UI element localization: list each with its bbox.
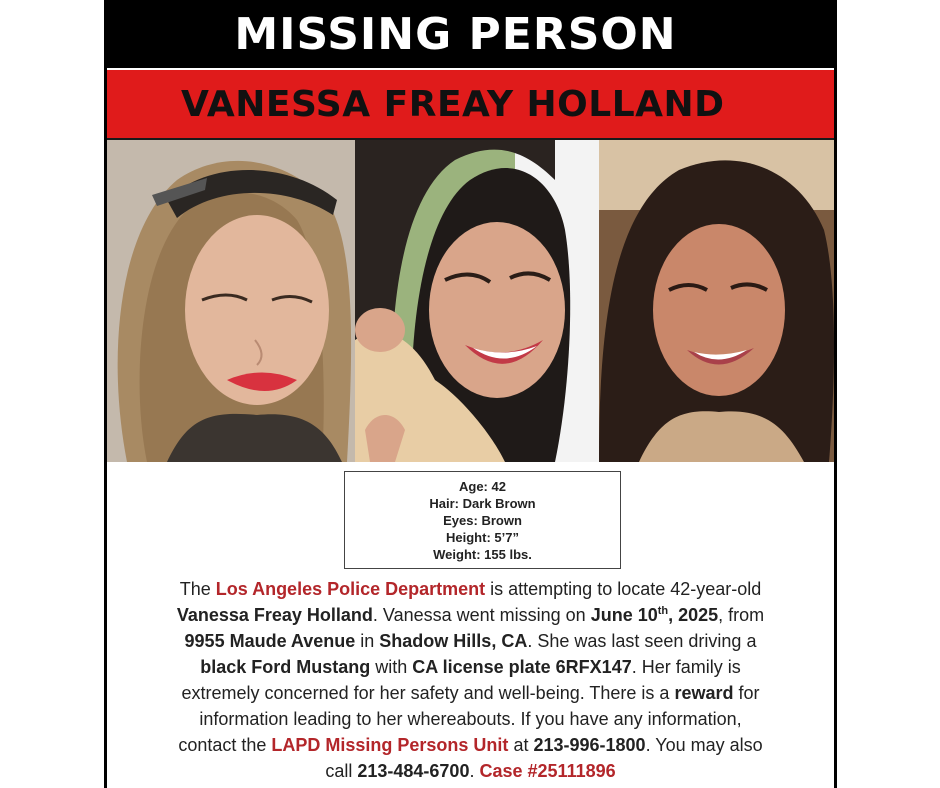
poster-title: MISSING PERSON — [234, 8, 677, 60]
phone-secondary: 213-484-6700 — [357, 761, 470, 781]
missing-person-poster — [104, 0, 837, 788]
hair-line: Hair: Dark Brown — [429, 495, 536, 511]
unit-name: LAPD Missing Persons Unit — [271, 735, 509, 755]
eyes-value: Brown — [481, 512, 522, 528]
address: 9955 Maude Avenue — [184, 631, 356, 651]
height-value: 5’7” — [494, 529, 519, 545]
agency-name: Los Angeles Police Department — [215, 579, 486, 599]
weight-value: 155 lbs. — [484, 546, 532, 562]
full-name: Vanessa Freay Holland — [176, 605, 373, 625]
reward: reward — [674, 683, 734, 703]
age-line: Age: 42 — [459, 478, 506, 494]
photo-3 — [599, 140, 834, 462]
person-name: VANESSA FREAY HOLLAND — [181, 83, 725, 125]
title-banner — [107, 0, 834, 68]
weight-line: Weight: 155 lbs. — [433, 546, 532, 562]
photo-strip — [107, 140, 834, 462]
license-plate: CA license plate 6RFX147 — [412, 657, 632, 677]
physical-description — [344, 471, 621, 569]
eyes-line: Eyes: Brown — [443, 512, 522, 528]
vehicle: black Ford Mustang — [200, 657, 371, 677]
phone-primary: 213-996-1800 — [533, 735, 646, 755]
case-number: Case #25111896 — [479, 761, 616, 781]
hair-value: Dark Brown — [462, 495, 536, 511]
missing-date: June 10th, 2025 — [590, 605, 719, 625]
age-value: 42 — [491, 478, 506, 494]
city: Shadow Hills, CA — [379, 631, 528, 651]
photo-2 — [355, 140, 599, 462]
name-banner — [107, 70, 834, 140]
case-details: The Los Angeles Police Department is attempting to locate 42-year-old Vanessa Freay Holland. Vanessa went missing on June 10th, 2025, from 9955 Maude Avenue in Shadow Hills, CA. She was last seen driving a black Ford Mustang with CA license plate 6RFX147. Her family is extremely concerned for her safety and well-being. There is a reward for information leading to her whereabouts. If you have any information, contact the LAPD Missing Persons Unit at 213-996-1800. You may also call 213-484-6700. Case #25111896 — [176, 579, 765, 781]
height-line: Height: 5’7” — [446, 529, 519, 545]
photo-1 — [107, 140, 355, 462]
